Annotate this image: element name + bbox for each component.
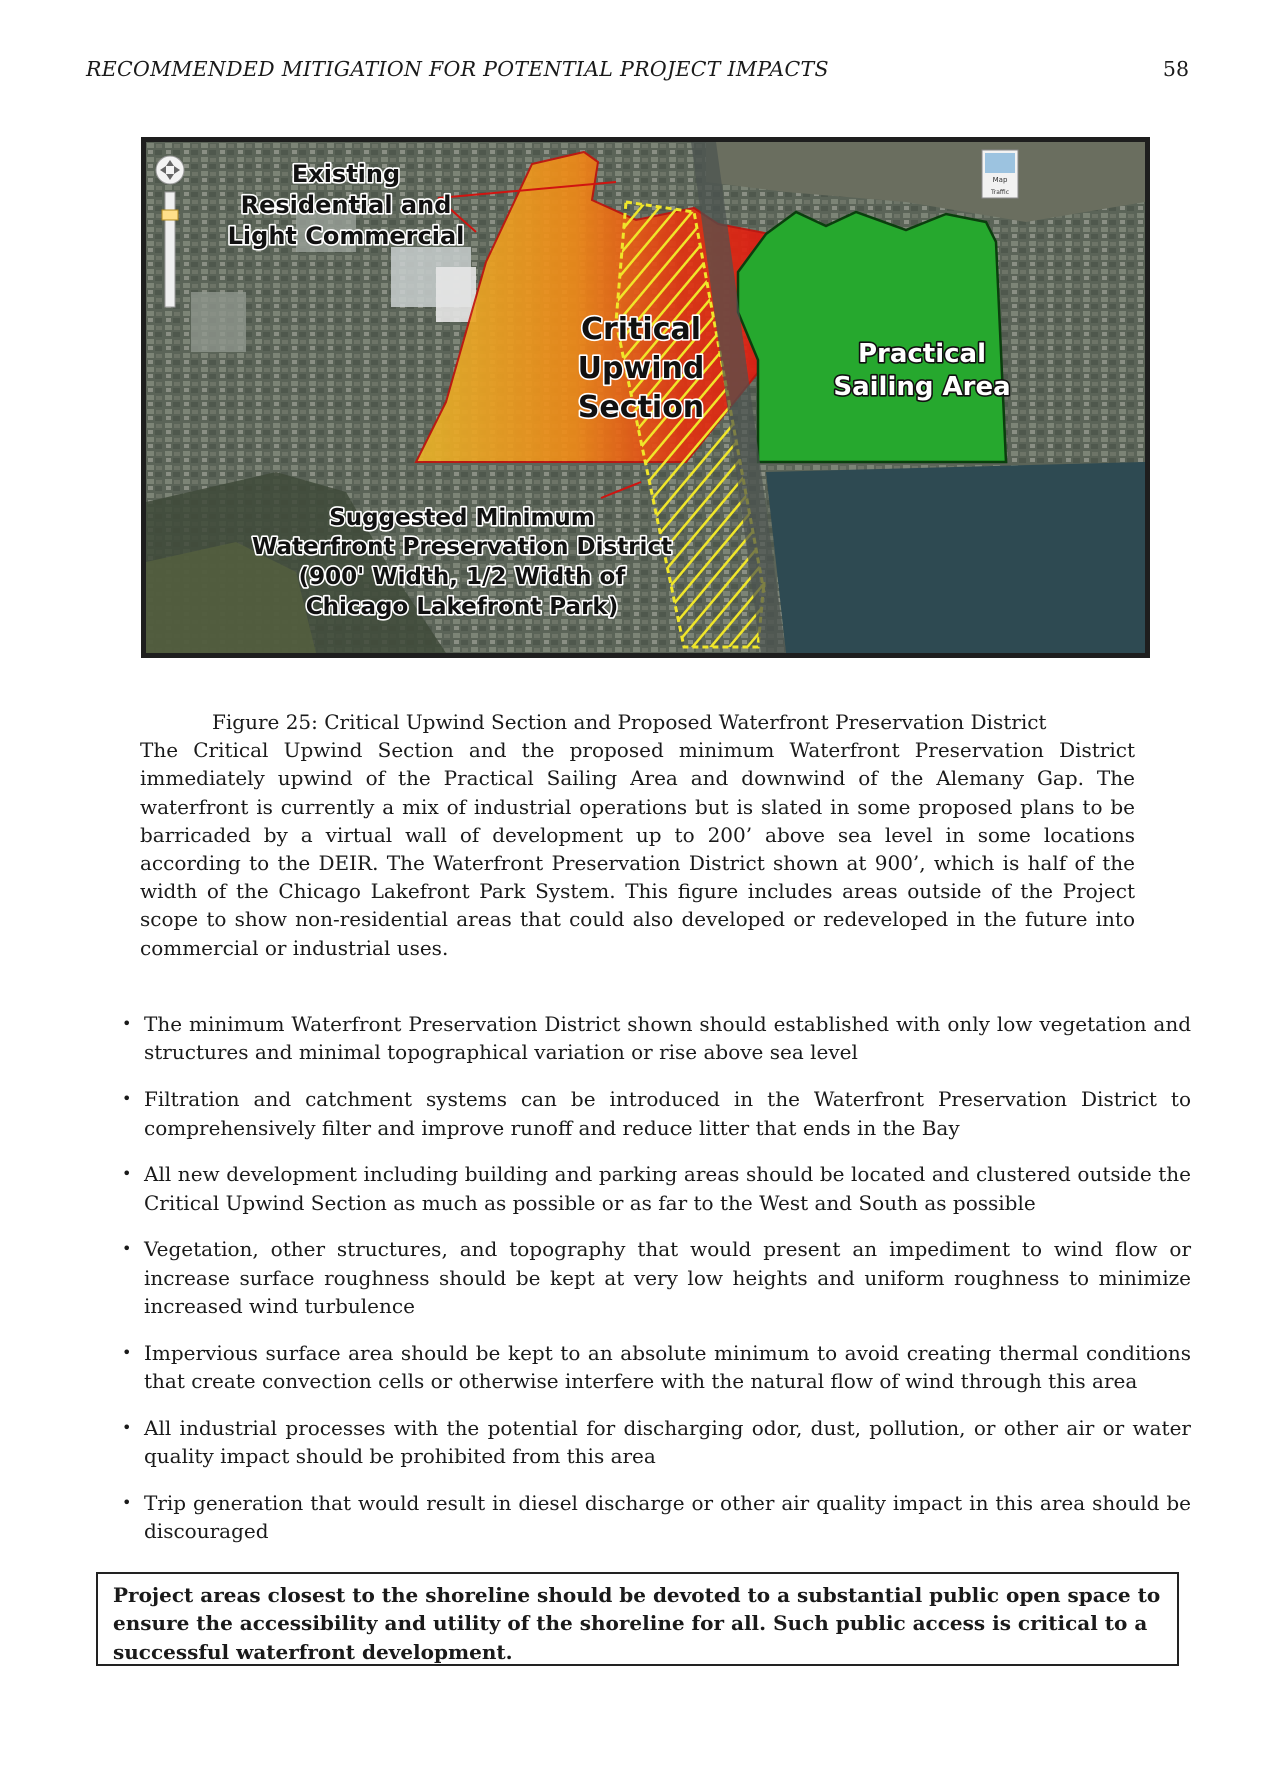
callout-text: Project areas closest to the shoreline should be devoted to a substantial public open space to ensure the accessibility and utility of the shoreline for all. Such public access is critical to a successful waterfront development. xyxy=(113,1583,1161,1664)
header-title: RECOMMENDED MITIGATION FOR POTENTIAL PROJECT IMPACTS xyxy=(86,57,829,81)
svg-text:Practical: Practical xyxy=(857,339,987,369)
svg-text:Light Commercial: Light Commercial xyxy=(227,222,465,250)
list-item-text: Trip generation that would result in diesel discharge or other air quality impact in this area should be discouraged xyxy=(144,1491,1191,1544)
list-item-text: All new development including building and parking areas should be located and clustered outside the Critical Upwind Section as much as possible or as far to the West and South as possible xyxy=(144,1162,1191,1215)
pan-control[interactable] xyxy=(156,156,184,184)
label-critical-upwind xyxy=(578,312,705,425)
list-item: • Impervious surface area should be kept to an absolute minimum to avoid creating thermal conditions that create convection cells or otherwise interfere with the natural flow of wind through this area xyxy=(122,1340,1191,1394)
list-item: • All industrial processes with the potential for discharging odor, dust, pollution, or other air or water quality impact should be prohibited from this area xyxy=(122,1415,1191,1469)
running-header xyxy=(86,57,1189,87)
list-item: • The minimum Waterfront Preservation District shown should established with only low vegetation and structures and minimal topographical variation or rise above sea level xyxy=(122,1012,1191,1065)
list-item-text: Vegetation, other structures, and topography that would present an impediment to wind flow or increase surface roughness should be kept at very low heights and uniform roughness to minimize increased wind turbulence xyxy=(144,1237,1191,1319)
svg-text:Critical: Critical xyxy=(580,312,702,347)
svg-text:Upwind: Upwind xyxy=(577,351,705,386)
list-item-text: All industrial processes with the potential for discharging odor, dust, pollution, or other air or water quality impact should be prohibited from this area xyxy=(144,1415,1191,1469)
svg-text:Residential and: Residential and xyxy=(240,191,452,219)
list-item-text: The minimum Waterfront Preservation District shown should established with only low vegetation and structures and minimal topographical variation or rise above sea level xyxy=(144,1012,1191,1065)
list-item: • Trip generation that would result in diesel discharge or other air quality impact in this area should be discouraged xyxy=(122,1491,1191,1544)
svg-text:Section: Section xyxy=(577,390,705,425)
aerial-map xyxy=(146,142,1145,653)
page-number: 58 xyxy=(1162,57,1189,81)
svg-text:Waterfront Preservation Distri: Waterfront Preservation District xyxy=(251,534,673,560)
svg-text:Chicago Lakefront Park): Chicago Lakefront Park) xyxy=(305,594,619,620)
svg-text:Existing: Existing xyxy=(291,160,401,188)
svg-text:(900' Width, 1/2 Width of: (900' Width, 1/2 Width of xyxy=(298,564,626,590)
caption-title: Figure 25: Critical Upwind Section and Proposed Waterfront Preservation District xyxy=(212,710,1047,734)
svg-text:Sailing Area: Sailing Area xyxy=(833,372,1011,402)
callout-box xyxy=(96,1572,1179,1666)
list-item-text: Filtration and catchment systems can be introduced in the Waterfront Preservation District to comprehensively filter and improve runoff and reduce litter that ends in the Bay xyxy=(144,1087,1191,1140)
traffic-button-label: Traffic xyxy=(990,189,1010,196)
caption-body: The Critical Upwind Section and the proposed minimum Waterfront Preservation District immediately upwind of the Practical Sailing Area and downwind of the Alemany Gap. The waterfront is currently a mix of industrial operations but is slated in some proposed plans to be barricaded by a virtual wall of development up to 200’ above sea level in some locations according to the DEIR. The Waterfront Preservation District shown at 900’, which is half of the width of the Chicago Lakefront Park System. This figure includes areas outside of the Project scope to show non-residential areas that could also developed or redeveloped in the future into commercial or industrial uses. xyxy=(140,738,1135,960)
recommendation-list xyxy=(120,1010,1191,1564)
figure-map xyxy=(141,137,1150,658)
list-item: • Vegetation, other structures, and topography that would present an impediment to wind flow or increase surface roughness should be kept at very low heights and uniform roughness to minimize increased wind turbulence xyxy=(122,1237,1191,1319)
svg-text:Suggested Minimum: Suggested Minimum xyxy=(329,505,595,531)
map-type-control[interactable] xyxy=(982,150,1018,198)
figure-caption xyxy=(140,708,1135,962)
list-item: • All new development including building and parking areas should be located and clustered outside the Critical Upwind Section as much as possible or as far to the West and South as possible xyxy=(122,1162,1191,1215)
practical-sailing-zone xyxy=(738,212,1006,462)
map-button-label: Map xyxy=(992,176,1008,184)
list-item-text: Impervious surface area should be kept to an absolute minimum to avoid creating thermal conditions that create convection cells or otherwise interfere with the natural flow of wind through this area xyxy=(144,1340,1191,1394)
list-item: • Filtration and catchment systems can be introduced in the Waterfront Preservation District to comprehensively filter and improve runoff and reduce litter that ends in the Bay xyxy=(122,1087,1191,1140)
